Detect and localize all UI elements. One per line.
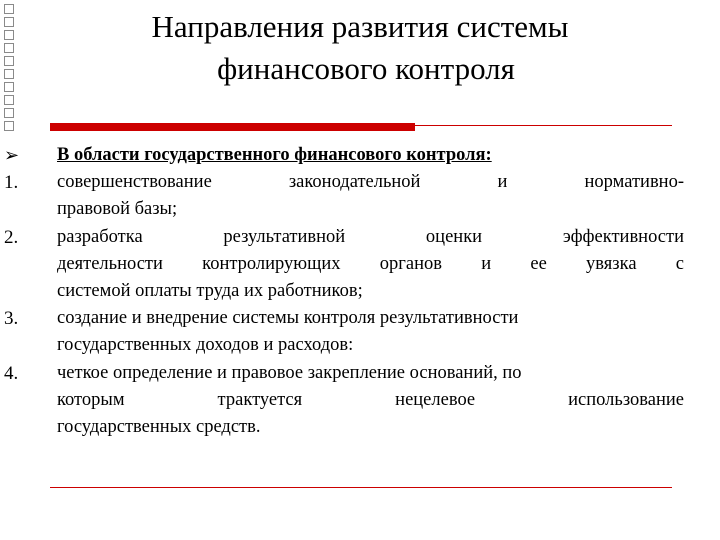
list-number: 1.: [4, 172, 19, 194]
list-item-line: совершенствование законодательной и нормативно-: [57, 172, 684, 193]
deco-square: [4, 43, 14, 53]
list-number: 3.: [4, 308, 19, 330]
deco-square: [4, 17, 14, 27]
list-item-line: деятельности контролирующих органов и ее увязка с: [57, 253, 684, 274]
deco-square: [4, 82, 14, 92]
list-item-line: государственных доходов и расходов:: [57, 335, 354, 356]
list-item-line: создание и внедрение системы контроля результативности: [57, 308, 519, 329]
decorative-squares: [4, 4, 16, 134]
list-item-4: [4, 360, 684, 442]
section-heading: [4, 142, 684, 169]
title-line-2: финансового контроля: [217, 51, 515, 86]
list-number: 2.: [4, 226, 19, 248]
deco-square: [4, 108, 14, 118]
deco-square: [4, 56, 14, 66]
title-line-1: Направления развития системы: [151, 9, 569, 44]
deco-square: [4, 4, 14, 14]
slide-body: [4, 142, 684, 441]
list-item-2: [4, 224, 684, 306]
list-item-line: четкое определение и правовое закрепление оснований, по: [57, 362, 522, 383]
red-accent-bar: [50, 123, 415, 131]
deco-square: [4, 69, 14, 79]
list-item-line: разработка результативной оценки эффективности: [57, 226, 684, 247]
list-item-line: которым трактуется нецелевое использование: [57, 389, 684, 410]
slide-title: [60, 6, 660, 90]
arrow-bullet-icon: ➢: [4, 145, 20, 166]
bottom-divider-line: [50, 487, 672, 488]
deco-square: [4, 30, 14, 40]
list-item-1: [4, 169, 684, 223]
section-heading-text: В области государственного финансового контроля:: [57, 145, 492, 165]
deco-square: [4, 121, 14, 131]
list-number: 4.: [4, 362, 19, 384]
deco-square: [4, 95, 14, 105]
list-item-3: [4, 305, 684, 359]
list-item-line: системой оплаты труда их работников;: [57, 281, 363, 302]
list-item-line: правовой базы;: [57, 199, 178, 220]
list-item-line: государственных средств.: [57, 417, 261, 438]
